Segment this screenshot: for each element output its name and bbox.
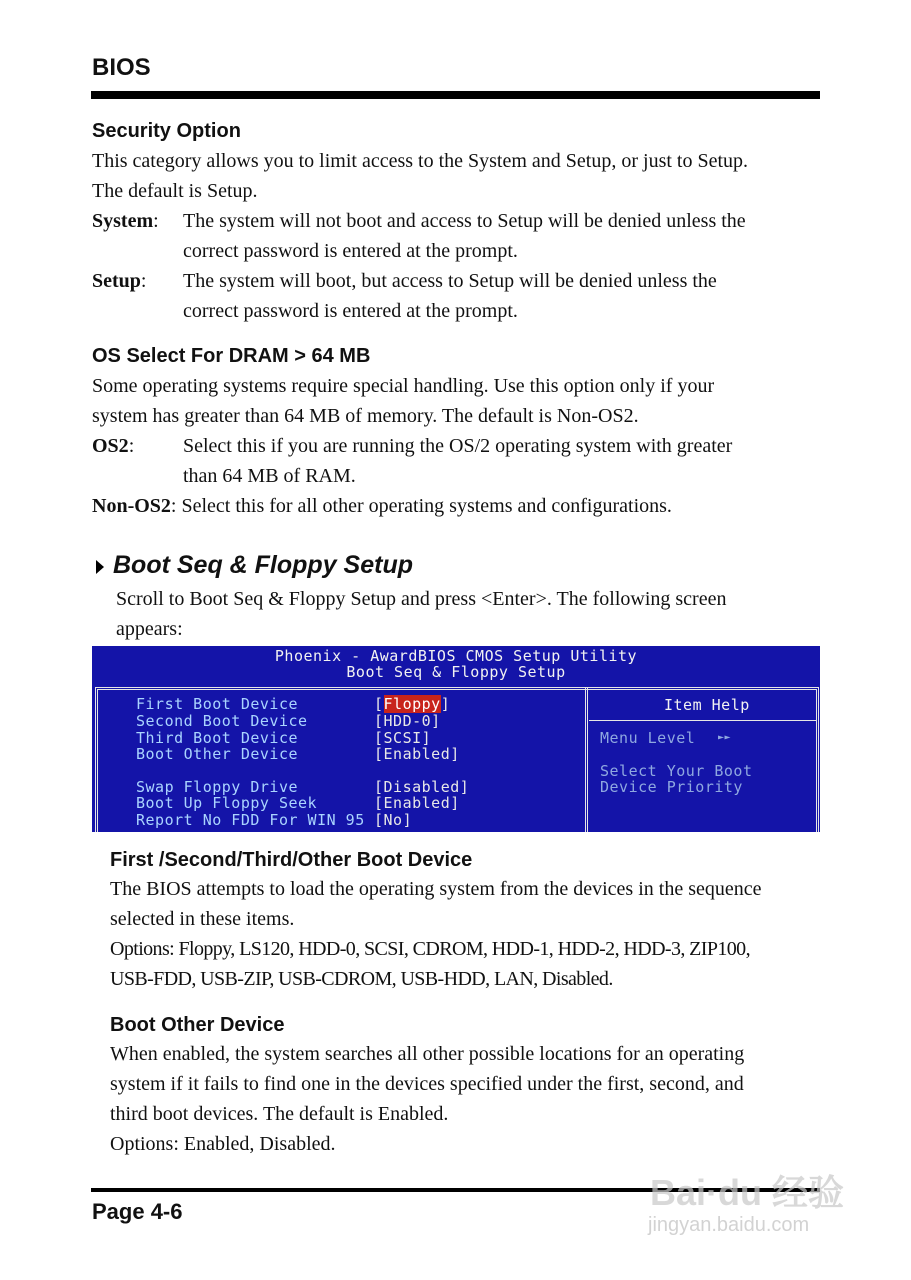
first-boot-options-2: USB-FDD, USB-ZIP, USB-CDROM, USB-HDD, LAN, Disabled. (110, 968, 613, 990)
page-header-title: BIOS (92, 54, 151, 81)
bios-item-value[interactable]: [HDD-0] (374, 712, 441, 730)
setup-term: Setup (92, 270, 141, 292)
bios-item-value[interactable]: [Floppy] (374, 695, 451, 713)
system-definition-2: correct password is entered at the prompt. (183, 240, 518, 262)
bios-setup-screen (92, 646, 820, 832)
bios-item-value-selected[interactable]: Floppy (383, 695, 441, 713)
bios-item-label[interactable]: First Boot Device (136, 695, 299, 713)
bios-title-line-1: Phoenix - AwardBIOS CMOS Setup Utility (274, 647, 638, 665)
bios-item-value[interactable]: [Enabled] (374, 745, 460, 763)
bios-menu-level: Menu Level (600, 729, 696, 747)
bios-item-value[interactable]: [No] (374, 811, 413, 829)
system-term: System (92, 210, 154, 232)
first-boot-options-1: Options: Floppy, LS120, HDD-0, SCSI, CDROM, HDD-1, HDD-2, HDD-3, ZIP100, (110, 938, 750, 960)
bios-item-value[interactable]: [Disabled] (374, 778, 470, 796)
bios-item-label[interactable]: Third Boot Device (136, 729, 299, 747)
bios-item-value[interactable]: [SCSI] (374, 729, 432, 747)
os2-term: OS2 (92, 435, 129, 457)
page-number: Page 4-6 (92, 1199, 183, 1224)
bios-item-label[interactable]: Boot Other Device (136, 745, 299, 763)
menu-level-arrows-icon: ►► (718, 732, 732, 743)
security-heading: Security Option (92, 120, 241, 142)
os-select-intro-1: Some operating systems require special handling. Use this option only if your (92, 375, 715, 397)
bios-help-divider (585, 687, 588, 832)
bios-item-label[interactable]: Second Boot Device (136, 712, 308, 730)
section-arrow-icon (96, 560, 104, 574)
system-term-row: System: (92, 210, 159, 232)
bios-item-value[interactable]: [Enabled] (374, 794, 460, 812)
boot-other-para-2: system if it fails to find one in the devices specified under the first, second, and (110, 1073, 744, 1095)
boot-other-para-4: Options: Enabled, Disabled. (110, 1133, 336, 1155)
watermark-url: jingyan.baidu.com (648, 1214, 810, 1236)
header-rule (91, 91, 820, 99)
os2-definition-2: than 64 MB of RAM. (183, 465, 356, 487)
os-select-intro-2: system has greater than 64 MB of memory. The default is Non-OS2. (92, 405, 639, 427)
boot-other-para-1: When enabled, the system searches all other possible locations for an operating (110, 1043, 745, 1065)
nonos2-row (92, 491, 672, 521)
first-boot-para-2: selected in these items. (110, 908, 295, 930)
os-select-heading: OS Select For DRAM > 64 MB (92, 345, 371, 367)
boot-seq-heading: Boot Seq & Floppy Setup (113, 551, 413, 579)
security-intro-line-2: The default is Setup. (92, 180, 258, 202)
first-boot-heading: First /Second/Third/Other Boot Device (110, 849, 473, 871)
setup-definition-2: correct password is entered at the prompt. (183, 300, 518, 322)
system-definition-1: The system will not boot and access to Setup will be denied unless the (183, 210, 746, 232)
watermark-brand: Bai·du 经验 (650, 1172, 844, 1213)
bios-help-separator (589, 720, 817, 721)
boot-other-heading: Boot Other Device (110, 1014, 285, 1036)
nonos2-term: Non-OS2 (92, 495, 171, 517)
bios-item-label[interactable]: Swap Floppy Drive (136, 778, 299, 796)
nonos2-definition: : Select this for all other operating systems and configurations. (170, 495, 672, 517)
first-boot-para-1: The BIOS attempts to load the operating system from the devices in the sequence (110, 878, 762, 900)
os2-definition-1: Select this if you are running the OS/2 operating system with greater (183, 435, 733, 457)
os2-term-row: OS2: (92, 435, 135, 457)
bios-help-text-1: Select Your Boot (600, 762, 753, 780)
bios-help-text-2: Device Priority (600, 778, 743, 796)
setup-term-row: Setup: (92, 270, 147, 292)
setup-definition-1: The system will boot, but access to Setup will be denied unless the (183, 270, 717, 292)
bios-item-label[interactable]: Report No FDD For WIN 95 (136, 811, 365, 829)
boot-seq-intro-2: appears: (116, 618, 183, 640)
bios-title-line-2: Boot Seq & Floppy Setup (346, 663, 566, 681)
bios-help-title: Item Help (664, 696, 750, 714)
boot-other-para-3: third boot devices. The default is Enabled. (110, 1103, 449, 1125)
boot-seq-intro-1: Scroll to Boot Seq & Floppy Setup and press <Enter>. The following screen (116, 588, 727, 610)
bios-item-label[interactable]: Boot Up Floppy Seek (136, 794, 318, 812)
security-intro-line-1: This category allows you to limit access to the System and Setup, or just to Setup. (92, 150, 749, 172)
